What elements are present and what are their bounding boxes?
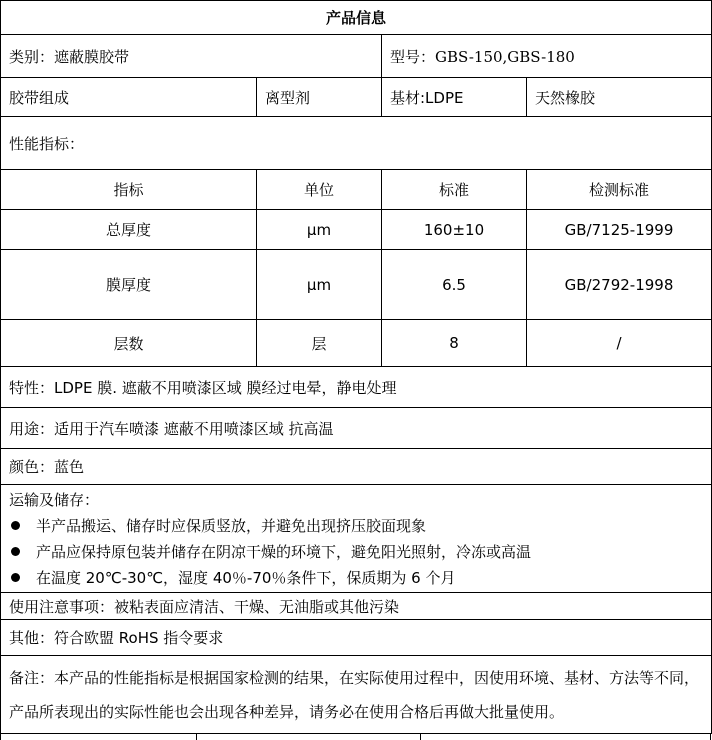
list-item [9, 513, 703, 539]
storage-row [1, 485, 712, 593]
list-item [9, 565, 703, 591]
table-title: 产品信息 [1, 1, 712, 35]
spec-cell: 160±10 [382, 210, 527, 250]
spec-cell: GB/2792-1998 [527, 250, 712, 320]
composition-row [1, 78, 712, 117]
spec-cell: μm [257, 210, 382, 250]
storage-item-text: 在温度 20℃-30℃，湿度 40％-70％条件下，保质期为 6 个月 [36, 568, 456, 587]
release-agent-cell: 离型剂 [257, 78, 382, 117]
other-row [1, 620, 712, 656]
table-row [1, 320, 712, 367]
list-item [9, 539, 703, 565]
spec-cell: 6.5 [382, 250, 527, 320]
remark-row [1, 656, 712, 734]
remark-cell: 备注：本产品的性能指标是根据国家检测的结果，在实际使用过程中，因使用环境、基材、方法等不同，产品所表现出的实际性能也会出现各种差异，请务必在使用合格后再做大批量使用。 [1, 656, 712, 734]
color-row [1, 449, 712, 485]
spec-header-standard: 标准 [382, 170, 527, 210]
storage-item-text: 半产品搬运、储存时应保质竖放，并避免出现挤压胶面现象 [36, 516, 427, 535]
other-cell: 其他：符合欧盟 RoHS 指令要求 [1, 620, 712, 656]
spec-header-row [1, 170, 712, 210]
spec-header-unit: 单位 [257, 170, 382, 210]
storage-item-text: 产品应保持原包装并储存在阴凉干燥的环境下，避免阳光照射，冷冻或高温 [36, 542, 532, 561]
spec-header-indicator: 指标 [1, 170, 257, 210]
spec-cell: 总厚度 [1, 210, 257, 250]
bullet-icon [11, 573, 20, 582]
tick-mark [0, 734, 1, 740]
usage-cell: 用途：适用于汽车喷漆 遮蔽不用喷漆区域 抗高温 [1, 408, 712, 449]
table-row [1, 250, 712, 320]
color-cell: 颜色：蓝色 [1, 449, 712, 485]
title-row [1, 1, 712, 35]
spec-cell: 8 [382, 320, 527, 367]
spec-cell: 膜厚度 [1, 250, 257, 320]
spec-cell: μm [257, 250, 382, 320]
tick-mark [710, 734, 711, 740]
bullet-icon [11, 521, 20, 530]
category-row [1, 35, 712, 78]
usage-row [1, 408, 712, 449]
spec-cell: 层 [257, 320, 382, 367]
table-row [1, 210, 712, 250]
features-cell: 特性：LDPE 膜. 遮蔽不用喷漆区域 膜经过电晕，静电处理 [1, 367, 712, 408]
tick-mark [196, 734, 197, 740]
precautions-cell: 使用注意事项：被粘表面应清洁、干燥、无油脂或其他污染 [1, 593, 712, 620]
spec-header-test-standard: 检测标准 [527, 170, 712, 210]
category-cell: 类别：遮蔽膜胶带 [1, 35, 382, 78]
performance-label: 性能指标： [1, 117, 712, 170]
spec-cell: / [527, 320, 712, 367]
precautions-row [1, 593, 712, 620]
storage-title: 运输及储存： [9, 490, 100, 509]
spec-cell: 层数 [1, 320, 257, 367]
bottom-border-ticks [0, 734, 711, 740]
composition-label: 胶带组成 [1, 78, 257, 117]
bullet-icon [11, 547, 20, 556]
storage-cell [1, 485, 712, 593]
performance-label-row [1, 117, 712, 170]
spec-cell: GB/7125-1999 [527, 210, 712, 250]
features-row [1, 367, 712, 408]
model-cell: 型号：GBS-150,GBS-180 [382, 35, 712, 78]
adhesive-cell: 天然橡胶 [527, 78, 712, 117]
substrate-cell: 基材:LDPE [382, 78, 527, 117]
tick-mark [420, 734, 421, 740]
